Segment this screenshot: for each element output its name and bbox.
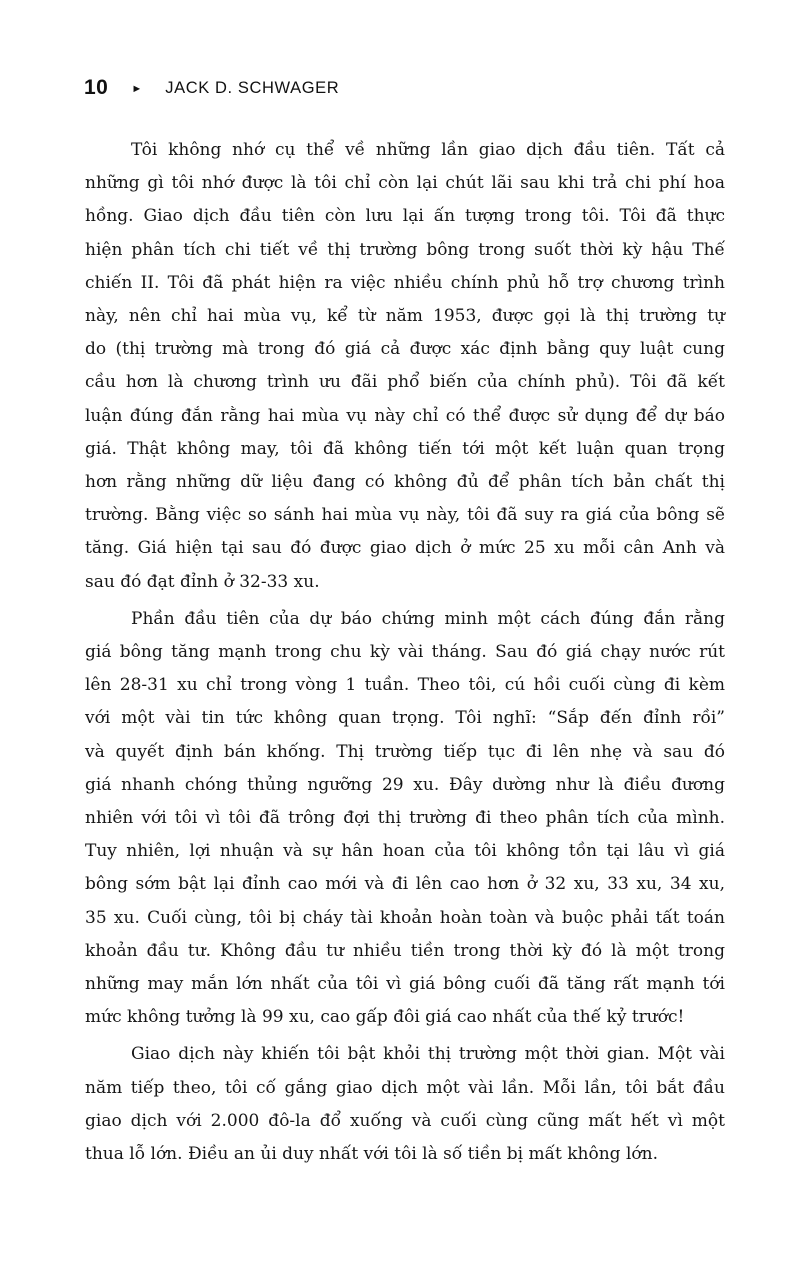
text-line: hơn rằng những dữ liệu đang có không đủ để phân tích bản chất thị: [85, 472, 725, 493]
text-line: do (thị trường mà trong đó giá cả được xác định bằng quy luật cung: [85, 339, 725, 360]
text-line: những gì tôi nhớ được là tôi chỉ còn lại chút lãi sau khi trả chi phí hoa: [85, 173, 725, 194]
text-line: và quyết định bán khống. Thị trường tiếp tục đi lên nhẹ và sau đó: [85, 741, 725, 762]
text-line: luận đúng đắn rằng hai mùa vụ này chỉ có thể được sử dụng để dự báo: [85, 405, 725, 426]
text-line: Tuy nhiên, lợi nhuận và sự hân hoan của tôi không tồn tại lâu vì giá: [85, 841, 725, 862]
text-line: tăng. Giá hiện tại sau đó được giao dịch ở mức 25 xu mỗi cân Anh và: [85, 538, 725, 559]
text-line: mức không tưởng là 99 xu, cao gấp đôi giá cao nhất của thế kỷ trước!: [85, 1007, 685, 1028]
text-line: Tôi không nhớ cụ thể về những lần giao dịch đầu tiên. Tất cả: [131, 140, 725, 160]
text-line: thua lỗ lớn. Điều an ủi duy nhất với tôi là số tiền bị mất không lớn.: [85, 1144, 658, 1165]
text-line: giá nhanh chóng thủng ngưỡng 29 xu. Đây dường như là điều đương: [85, 774, 725, 795]
text-line: nhiên với tôi vì tôi đã trông đợi thị trường đi theo phân tích của mình.: [85, 808, 725, 829]
text-line: với một vài tin tức không quan trọng. Tôi nghĩ: “Sắp đến đỉnh rồi”: [85, 708, 725, 729]
text-line: khoản đầu tư. Không đầu tư nhiều tiền trong thời kỳ đó là một trong: [85, 940, 725, 961]
running-head-author: JACK D. SCHWAGER: [165, 78, 340, 97]
paragraph: [85, 603, 725, 1035]
text-line: Phần đầu tiên của dự báo chứng minh một cách đúng đắn rằng: [131, 608, 725, 629]
body-text: [85, 134, 725, 1171]
text-line: những may mắn lớn nhất của tôi vì giá bông cuối đã tăng rất mạnh tới: [85, 974, 725, 995]
text-line: hồng. Giao dịch đầu tiên còn lưu lại ấn tượng trong tôi. Tôi đã thực: [85, 206, 725, 227]
text-line: giá. Thật không may, tôi đã không tiến tới một kết luận quan trọng: [85, 438, 725, 459]
right-triangle-icon: ►: [131, 82, 143, 95]
text-line: giao dịch với 2.000 đô-la đổ xuống và cuối cùng cũng mất hết vì một: [85, 1110, 725, 1131]
text-line: năm tiếp theo, tôi cố gắng giao dịch một vài lần. Mỗi lần, tôi bắt đầu: [85, 1077, 725, 1098]
text-line: Giao dịch này khiến tôi bật khỏi thị trường một thời gian. Một vài: [131, 1044, 725, 1065]
text-line: giá bông tăng mạnh trong chu kỳ vài tháng. Sau đó giá chạy nước rút: [85, 642, 725, 663]
page-header: [84, 76, 339, 100]
page-number: 10: [84, 76, 109, 99]
text-line: lên 28-31 xu chỉ trong vòng 1 tuần. Theo tôi, cú hồi cuối cùng đi kèm: [85, 675, 725, 696]
text-line: trường. Bằng việc so sánh hai mùa vụ này, tôi đã suy ra giá của bông sẽ: [85, 505, 725, 526]
text-line: chiến II. Tôi đã phát hiện ra việc nhiều chính phủ hỗ trợ chương trình: [85, 272, 725, 293]
text-line: sau đó đạt đỉnh ở 32-33 xu.: [85, 571, 320, 592]
text-line: này, nên chỉ hai mùa vụ, kể từ năm 1953, được gọi là thị trường tự: [85, 306, 725, 327]
paragraph: [85, 1038, 725, 1171]
text-line: bông sớm bật lại đỉnh cao mới và đi lên cao hơn ở 32 xu, 33 xu, 34 xu,: [85, 874, 725, 895]
paragraph: [85, 134, 725, 599]
text-line: 35 xu. Cuối cùng, tôi bị cháy tài khoản hoàn toàn và buộc phải tất toán: [85, 907, 725, 928]
text-line: cầu hơn là chương trình ưu đãi phổ biến của chính phủ). Tôi đã kết: [85, 372, 725, 393]
text-line: hiện phân tích chi tiết về thị trường bông trong suốt thời kỳ hậu Thế: [85, 239, 725, 260]
